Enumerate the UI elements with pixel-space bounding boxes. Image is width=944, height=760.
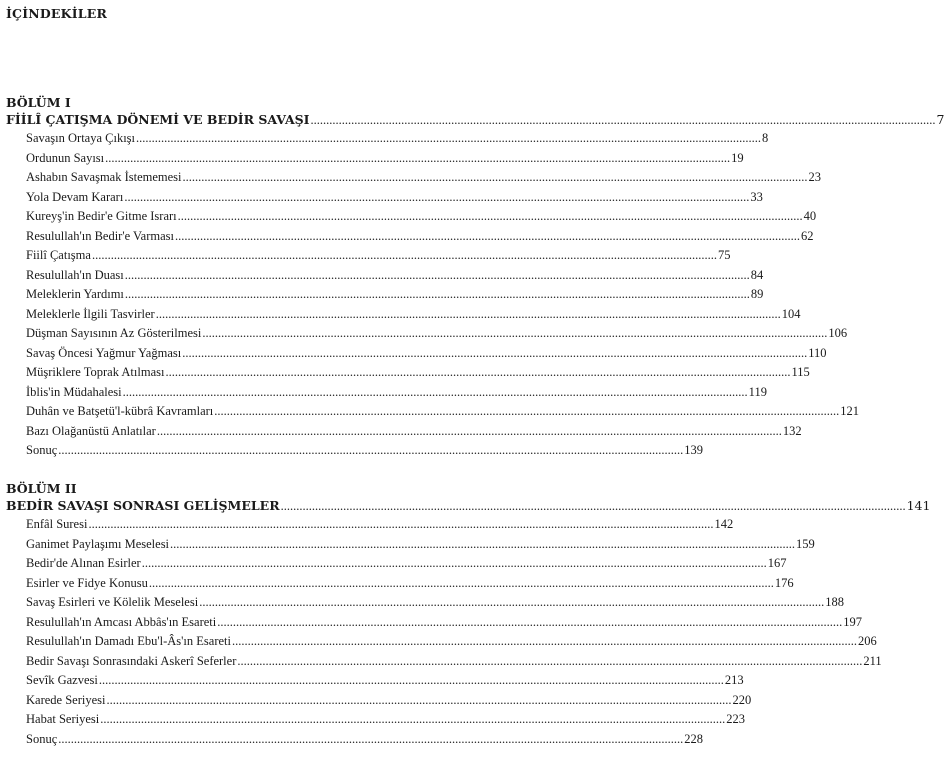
toc-entry: [26, 227, 814, 247]
toc-entry: [26, 535, 815, 555]
entry-page-number: 211: [863, 653, 882, 668]
toc-entry: [26, 383, 767, 403]
toc-entry: [26, 188, 763, 208]
dot-leader: ........................................................................................................................................................................................................: [182, 345, 808, 360]
toc-entry: [26, 285, 764, 305]
entry-title: Resulullah'ın Bedir'e Varması: [26, 228, 174, 243]
section-1: [6, 94, 944, 461]
toc-entry: [26, 344, 827, 364]
entry-title: Bedir Savaşı Sonrasındaki Askerî Seferler: [26, 653, 237, 668]
toc-entry: [26, 168, 822, 188]
entry-page-number: 132: [782, 423, 802, 438]
dot-leader: ........................................................................................................................................................................................................: [165, 365, 791, 379]
entry-page-number: 84: [750, 267, 764, 282]
entry-title: Kureyş'in Bedir'e Gitme Israrı: [26, 209, 177, 223]
entry-title: Resulullah'ın Duası: [26, 267, 124, 282]
dot-leader: ........................................................................................................................................................................................................: [98, 673, 724, 687]
toc-entry: [26, 691, 752, 711]
entry-page-number: 23: [808, 170, 822, 184]
entry-page-number: 167: [767, 556, 787, 570]
toc-entry: [26, 266, 764, 286]
section-title: BEDİR SAVAŞI SONRASI GELİŞMELER: [6, 498, 280, 513]
section-title: FİİLÎ ÇATIŞMA DÖNEMİ VE BEDİR SAVAŞI: [6, 112, 310, 127]
entry-page-number: 176: [774, 575, 794, 590]
toc-entry: [26, 554, 787, 574]
entry-title: Ashabın Savaşmak İstememesi: [26, 170, 182, 184]
toc-entry: [26, 515, 734, 535]
entry-page-number: 33: [750, 189, 763, 204]
entry-title: Esirler ve Fidye Konusu: [26, 575, 148, 590]
toc-entry: [26, 710, 745, 730]
entry-title: Savaş Esirleri ve Kölelik Meselesi: [26, 595, 199, 609]
entry-list: [26, 515, 882, 749]
entry-page-number: 8: [762, 131, 769, 145]
section-page-number: 141: [906, 498, 931, 513]
toc-entry: [26, 671, 744, 691]
entry-page-number: 206: [857, 634, 877, 648]
entry-title: İblis'in Müdahalesi: [26, 384, 122, 399]
entry-page-number: 121: [840, 404, 860, 418]
toc-entry: [26, 246, 731, 266]
entry-title: Ordunun Sayısı: [26, 150, 105, 165]
dot-leader: ........................................................................................................................................................................................................: [231, 634, 857, 648]
entry-page-number: 104: [781, 306, 801, 321]
dot-leader: ........................................................................................................................................................................................................: [202, 326, 828, 340]
dot-leader: ........................................................................................................................................................................................................: [170, 536, 796, 551]
section-title-row: [6, 111, 944, 129]
dot-leader: ........................................................................................................................................................................................................: [155, 306, 781, 321]
entry-title: Düşman Sayısının Az Gösterilmesi: [26, 326, 202, 340]
dot-leader: ........................................................................................................................................................................................................: [136, 131, 762, 145]
toc-entry: [26, 207, 817, 227]
entry-title: Savaşın Ortaya Çıkışı: [26, 131, 136, 145]
dot-leader: ........................................................................................................................................................................................................: [122, 384, 748, 399]
toc-heading: İÇİNDEKİLER: [6, 6, 108, 21]
entry-page-number: 19: [731, 150, 744, 165]
section-page-number: 7: [936, 112, 944, 127]
dot-leader: ........................................................................................................................................................................................................: [124, 287, 750, 301]
entry-title: Resulullah'ın Amcası Abbâs'ın Esareti: [26, 614, 217, 629]
entry-title: Habat Seriyesi: [26, 712, 100, 726]
toc-entry: [26, 305, 801, 325]
entry-page-number: 197: [843, 614, 862, 629]
dot-leader: ........................................................................................................................................................................................................: [141, 556, 767, 570]
section-label: BÖLÜM I: [6, 95, 71, 110]
toc-entry: [26, 574, 794, 594]
dot-leader: ........................................................................................................................................................................................................: [217, 614, 843, 629]
toc-entry: [26, 422, 802, 442]
toc-entry: [26, 129, 769, 149]
entry-list: [26, 129, 860, 461]
entry-page-number: 228: [684, 731, 703, 746]
dot-leader: ........................................................................................................................................................................................................: [199, 595, 825, 609]
entry-title: Müşriklere Toprak Atılması: [26, 365, 165, 379]
entry-page-number: 223: [726, 712, 745, 726]
dot-leader: ........................................................................................................................................................................................................: [214, 404, 840, 418]
section-label: BÖLÜM II: [6, 481, 77, 496]
entry-page-number: 188: [825, 595, 844, 609]
entry-title: Sonuç: [26, 443, 58, 457]
entry-page-number: 220: [732, 692, 752, 707]
entry-page-number: 139: [684, 443, 703, 457]
dot-leader: ........................................................................................................................................................................................................: [156, 423, 782, 438]
entry-page-number: 89: [750, 287, 764, 301]
entry-title: Duhân ve Batşetü'l-kübrâ Kavramları: [26, 404, 214, 418]
dot-leader: ........................................................................................................................................................................................................: [237, 653, 863, 668]
toc-entry: [26, 363, 810, 383]
entry-page-number: 159: [796, 536, 815, 551]
entry-page-number: 142: [714, 517, 734, 531]
entry-page-number: 213: [724, 673, 744, 687]
dot-leader: ........................................................................................................................................................................................................: [88, 517, 714, 531]
entry-title: Savaş Öncesi Yağmur Yağması: [26, 345, 182, 360]
entry-title: Enfâl Suresi: [26, 517, 88, 531]
entry-page-number: 115: [791, 365, 810, 379]
toc-entry: [26, 652, 882, 672]
entry-title: Yola Devam Kararı: [26, 189, 124, 204]
dot-leader: ........................................................................................................................................................................................................: [280, 499, 906, 513]
entry-title: Fiilî Çatışma: [26, 248, 91, 262]
dot-leader: ........................................................................................................................................................................................................: [124, 267, 750, 282]
section-title-row: [6, 497, 931, 515]
entry-title: Resulullah'ın Damadı Ebu'l-Âs'ın Esareti: [26, 634, 231, 648]
toc-entry: [26, 730, 703, 750]
toc-entry: [26, 324, 848, 344]
entry-title: Ganimet Paylaşımı Meselesi: [26, 536, 170, 551]
dot-leader: ........................................................................................................................................................................................................: [310, 113, 936, 127]
dot-leader: ........................................................................................................................................................................................................: [58, 731, 684, 746]
toc-entry: [26, 593, 844, 613]
dot-leader: ........................................................................................................................................................................................................: [100, 712, 726, 726]
entry-page-number: 106: [828, 326, 848, 340]
toc-entry: [26, 613, 862, 633]
entry-title: Meleklerle İlgili Tasvirler: [26, 306, 155, 321]
dot-leader: ........................................................................................................................................................................................................: [182, 170, 808, 184]
dot-leader: ........................................................................................................................................................................................................: [106, 692, 732, 707]
dot-leader: ........................................................................................................................................................................................................: [124, 189, 750, 204]
entry-page-number: 62: [801, 228, 814, 243]
toc-entry: [26, 441, 703, 461]
entry-title: Karede Seriyesi: [26, 692, 106, 707]
entry-title: Sevîk Gazvesi: [26, 673, 98, 687]
entry-page-number: 75: [717, 248, 731, 262]
dot-leader: ........................................................................................................................................................................................................: [91, 248, 717, 262]
entry-title: Bedir'de Alınan Esirler: [26, 556, 141, 570]
section-2: [6, 480, 931, 749]
toc-entry: [26, 149, 744, 169]
dot-leader: ........................................................................................................................................................................................................: [175, 228, 800, 243]
dot-leader: ........................................................................................................................................................................................................: [105, 150, 731, 165]
toc-entry: [26, 632, 877, 652]
dot-leader: ........................................................................................................................................................................................................: [58, 443, 684, 457]
entry-page-number: 110: [808, 345, 827, 360]
entry-title: Sonuç: [26, 731, 58, 746]
dot-leader: ........................................................................................................................................................................................................: [177, 209, 803, 223]
toc-entry: [26, 402, 860, 422]
entry-title: Meleklerin Yardımı: [26, 287, 124, 301]
entry-page-number: 40: [803, 209, 817, 223]
entry-title: Bazı Olağanüstü Anlatılar: [26, 423, 156, 438]
entry-page-number: 119: [748, 384, 767, 399]
dot-leader: ........................................................................................................................................................................................................: [148, 575, 774, 590]
